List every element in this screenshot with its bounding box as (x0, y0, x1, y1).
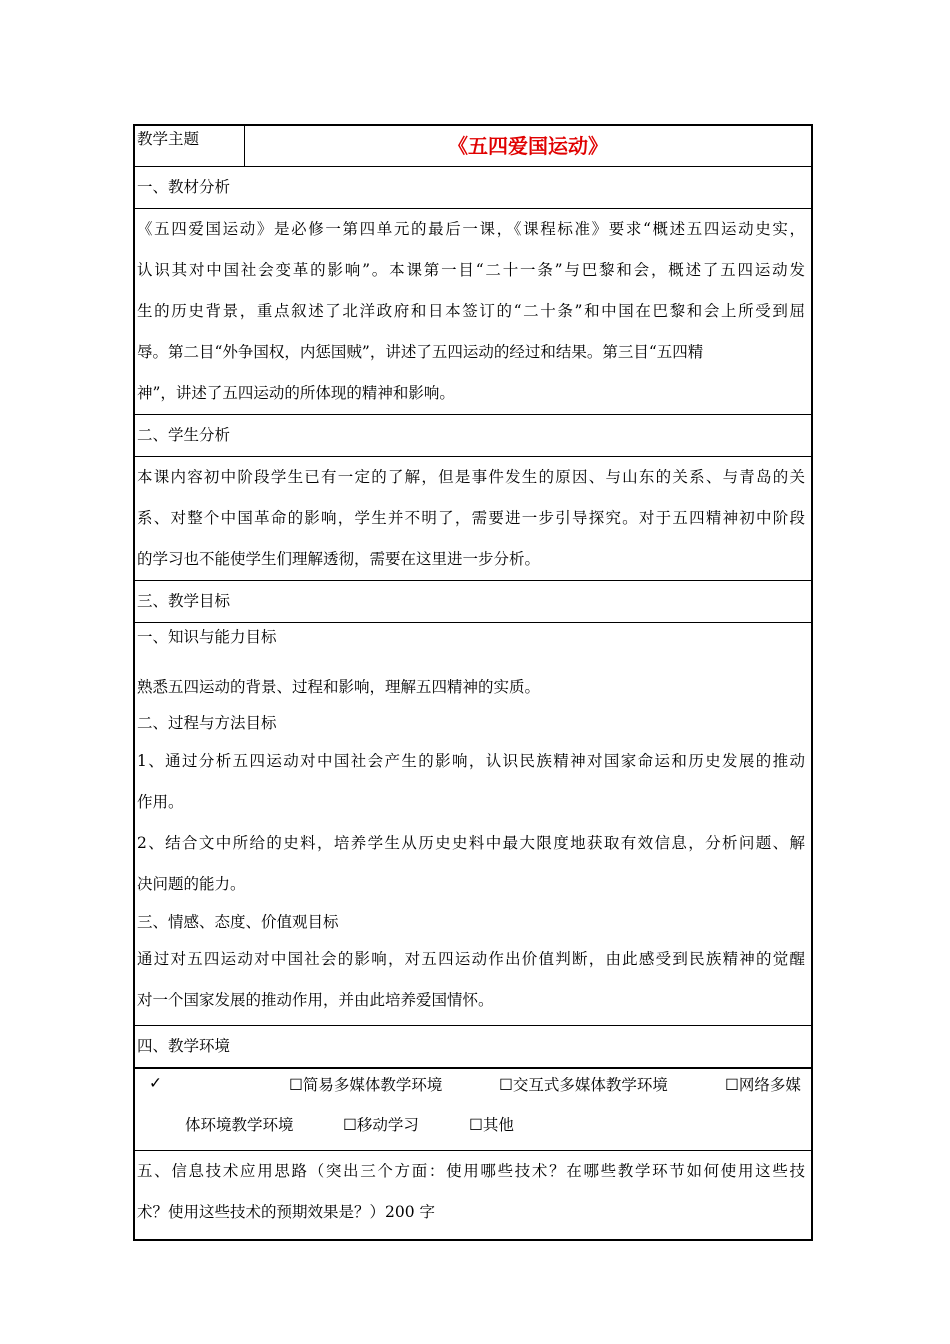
paragraph-line: 生的历史背景，重点叙述了北洋政府和日本签订的“二十条”和中国在巴黎和会上所受到屈 (137, 302, 805, 320)
paragraph-line: 的学习也不能使学生们理解透彻，需要在这里进一步分析。 (137, 550, 541, 568)
header-row (135, 126, 811, 167)
paragraph-line: 神”，讲述了五四运动的所体现的精神和影响。 (137, 384, 455, 402)
goals-heading: 三、教学目标 (135, 581, 811, 623)
knowledge-text: 熟悉五四运动的背景、过程和影响，理解五四精神的实质。 (137, 678, 541, 696)
lesson-title: 《五四爱国运动》 (448, 134, 608, 158)
option-simple-multimedia[interactable]: ☐简易多媒体教学环境 (289, 1076, 443, 1094)
process-goal-1-cont: 作用。 (137, 793, 184, 811)
emotion-heading: 三、情感、态度、价值观目标 (137, 913, 339, 931)
option-mobile-learning[interactable]: ☐移动学习 (343, 1116, 419, 1134)
teaching-environment (135, 1069, 811, 1151)
it-application (135, 1151, 811, 1239)
paragraph-line: 系、对整个中国革命的影响，学生并不明了，需要进一步引导探究。对于五四精神初中阶段 (137, 509, 805, 527)
paragraph-line: 认识其对中国社会变革的影响”。本课第一目“二十一条”与巴黎和会，概述了五四运动发 (137, 261, 805, 279)
paragraph-line: 术？使用这些技术的预期效果是？）200 字 (137, 1203, 436, 1221)
paragraph-line: 本课内容初中阶段学生已有一定的了解，但是事件发生的原因、与山东的关系、与青岛的关 (137, 468, 805, 486)
emotion-line: 通过对五四运动对中国社会的影响，对五四运动作出价值判断，由此感受到民族精神的觉醒 (137, 950, 805, 968)
material-heading: 一、教材分析 (135, 167, 811, 209)
paragraph-line: 五、信息技术应用思路（突出三个方面：使用哪些技术？在哪些教学环节如何使用这些技 (137, 1162, 805, 1180)
topic-label: 教学主题 (135, 126, 245, 166)
env-heading: 四、教学环境 (135, 1026, 811, 1069)
emotion-line: 对一个国家发展的推动作用，并由此培养爱国情怀。 (137, 991, 494, 1009)
option-other[interactable]: ☐其他 (469, 1116, 514, 1134)
material-analysis (135, 209, 811, 415)
paragraph-line: 《五四爱国运动》是必修一第四单元的最后一课，《课程标准》要求“概述五四运动史实， (137, 220, 805, 238)
option-network-multimedia-cont: 体环境教学环境 (185, 1116, 294, 1134)
process-goal-1: 1、通过分析五四运动对中国社会产生的影响，认识民族精神对国家命运和历史发展的推动 (137, 752, 805, 770)
knowledge-heading: 一、知识与能力目标 (137, 628, 277, 646)
process-heading: 二、过程与方法目标 (137, 714, 277, 732)
student-analysis (135, 457, 811, 581)
teaching-goals (135, 623, 811, 1026)
option-interactive-multimedia[interactable]: ☐交互式多媒体教学环境 (499, 1076, 668, 1094)
student-heading: 二、学生分析 (135, 415, 811, 457)
option-network-multimedia[interactable]: ☐网络多媒 (725, 1076, 801, 1094)
process-goal-2-cont: 决问题的能力。 (137, 875, 246, 893)
lesson-plan-table (133, 124, 813, 1241)
paragraph-line: 辱。第二目“外争国权，内惩国贼”，讲述了五四运动的经过和结果。第三目“五四精 (137, 343, 704, 361)
check-mark-icon: ✓ (149, 1074, 162, 1092)
process-goal-2: 2、结合文中所给的史料，培养学生从历史史料中最大限度地获取有效信息，分析问题、解 (137, 834, 805, 852)
